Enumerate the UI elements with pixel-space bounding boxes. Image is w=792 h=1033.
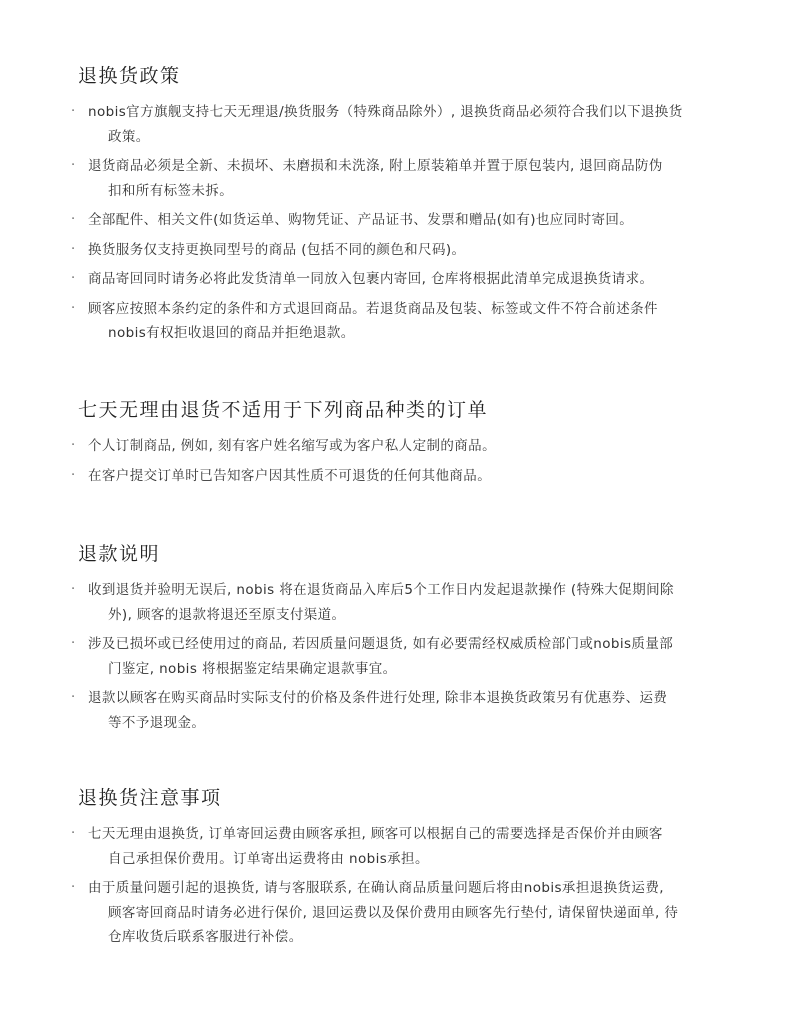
section-title: 退换货政策 — [78, 65, 181, 87]
section-notes — [68, 784, 730, 955]
list-item: · 商品寄回同时请务必将此发货清单一同放入包裹内寄回, 仓库将根据此清单完成退换货请求。 — [68, 267, 730, 292]
bullet-dot: · — [71, 212, 76, 227]
bullet-dot: · — [71, 690, 76, 705]
bullet-list — [68, 100, 730, 346]
list-item: · 在客户提交订单时已告知客户因其性质不可退货的任何其他商品。 — [68, 464, 730, 489]
list-item: · 七天无理由退换货, 订单寄回运费由顾客承担, 顾客可以根据自己的需要选择是否保价并由顾客 自己承担保价费用。订单寄出运费将由 nobis承担。 — [68, 822, 730, 871]
bullet-list — [68, 578, 730, 735]
section-title: 七天无理由退货不适用于下列商品种类的订单 — [78, 399, 489, 421]
list-item: · 个人订制商品, 例如, 刻有客户姓名缩写或为客户私人定制的商品。 — [68, 434, 730, 459]
list-item: · 涉及已损坏或已经使用过的商品, 若因质量问题退货, 如有必要需经权威质检部门或nobis质量部 门鉴定, nobis 将根据鉴定结果确定退款事宜。 — [68, 632, 730, 681]
bullet-dot: · — [71, 467, 76, 483]
list-item: · 换货服务仅支持更换同型号的商品 (包括不同的颜色和尺码)。 — [68, 238, 730, 263]
section-title: 退款说明 — [78, 543, 161, 565]
list-item: · 退货商品必须是全新、未损坏、未磨损和未洗涤, 附上原装箱单并置于原包装内, 退回商品防伪 扣和所有标签未拆。 — [68, 154, 730, 203]
section-return-policy — [68, 62, 730, 351]
section-title: 退换货注意事项 — [78, 787, 222, 809]
bullet-dot: · — [71, 158, 76, 173]
bullet-dot: · — [71, 271, 76, 286]
bullet-dot: · — [71, 438, 76, 453]
bullet-dot: · — [71, 582, 76, 597]
list-item: · 顾客应按照本条约定的条件和方式退回商品。若退货商品及包装、标签或文件不符合前述条件 nobis有权拒收退回的商品并拒绝退款。 — [68, 297, 730, 346]
list-item: · 全部配件、相关文件(如货运单、购物凭证、产品证书、发票和赠品(如有)也应同时寄回。 — [68, 208, 730, 233]
bullet-list — [68, 822, 730, 950]
list-item: · 由于质量问题引起的退换货, 请与客服联系, 在确认商品质量问题后将由nobis承担退换货运费, 顾客寄回商品时请务必进行保价, 退回运费以及保价费用由顾客先行垫付, 请保留快递面单, 待 仓库收货后联系客服进行补偿。 — [68, 876, 730, 950]
section-exclusions — [68, 396, 730, 493]
bullet-dot: · — [71, 826, 76, 841]
list-item: · nobis官方旗舰支持七天无理退/换货服务（特殊商品除外）, 退换货商品必须符合我们以下退换货 政策。 — [68, 100, 730, 149]
list-item: · 收到退货并验明无误后, nobis 将在退货商品入库后5个工作日内发起退款操作 (特殊大促期间除 外), 顾客的退款将退还至原支付渠道。 — [68, 578, 730, 627]
section-refund — [68, 540, 730, 740]
bullet-dot: · — [71, 104, 76, 119]
bullet-dot: · — [71, 880, 76, 895]
bullet-list — [68, 434, 730, 488]
bullet-dot: · — [71, 300, 76, 316]
bullet-dot: · — [71, 241, 76, 257]
bullet-dot: · — [71, 636, 76, 651]
list-item: · 退款以顾客在购买商品时实际支付的价格及条件进行处理, 除非本退换货政策另有优惠券、运费 等不予退现金。 — [68, 686, 730, 735]
